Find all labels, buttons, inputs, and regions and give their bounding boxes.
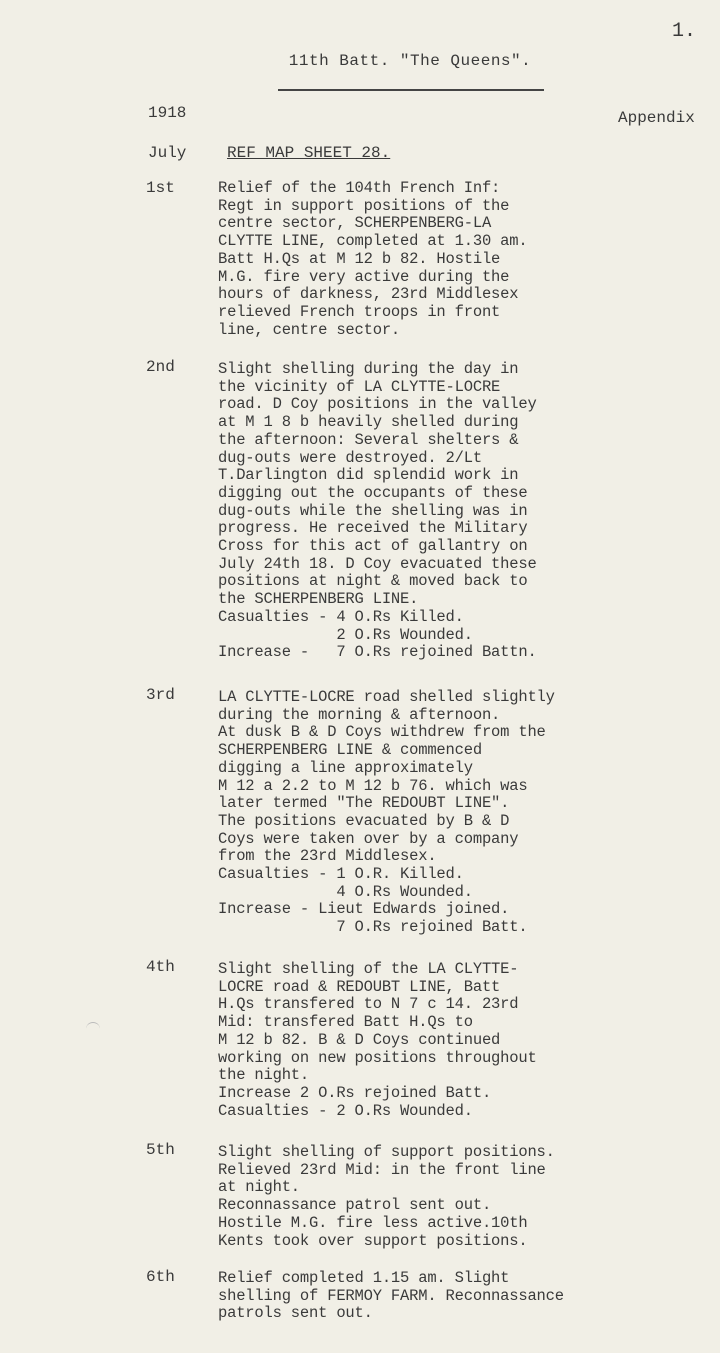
diary-entry: LA CLYTTE-LOCRE road shelled slightly during the morning & afternoon. At dusk B & D Coys withdrew from the SCHERPENBERG LINE & commenced digging a line approximately M 12 a 2.2 to M 12 b 76. which was later termed "The REDOUBT LINE". The positions evacuated by B & D Coys were taken over by a company from the 23rd Middlesex. Casualties - 1 O.R. Killed. 4 O.Rs Wounded. Increase - Lieut Edwards joined. 7 O.Rs rejoined Batt. bbox=[218, 688, 555, 937]
title-underline bbox=[278, 89, 544, 91]
page-number: 1. bbox=[672, 20, 697, 43]
paper-mark bbox=[86, 1022, 100, 1031]
year-label: 1918 bbox=[148, 104, 187, 122]
month-label: July bbox=[148, 144, 187, 162]
diary-entry: Relief completed 1.15 am. Slight shelling of FERMOY FARM. Reconnassance patrols sent out. bbox=[218, 1269, 564, 1323]
day-label: 5th bbox=[146, 1141, 175, 1159]
day-label: 1st bbox=[146, 179, 175, 197]
day-label: 6th bbox=[146, 1268, 175, 1286]
diary-entry: Slight shelling of support positions. Relieved 23rd Mid: in the front line at night. Reconnassance patrol sent out. Hostile M.G. fire less active.10th Kents took over support positions. bbox=[218, 1143, 555, 1250]
day-label: 4th bbox=[146, 958, 175, 976]
diary-entry: Slight shelling during the day in the vicinity of LA CLYTTE-LOCRE road. D Coy positions in the valley at M 1 8 b heavily shelled during the afternoon: Several shelters & dug-outs were destroyed. 2/Lt T.Darlington did splendid work in digging out the occupants of these dug-outs while the shelling was in progress. He received the Military Cross for this act of gallantry on July 24th 18. D Coy evacuated these positions at night & moved back to the SCHERPENBERG LINE. Casualties - 4 O.Rs Killed. 2 O.Rs Wounded. Increase - 7 O.Rs rejoined Battn. bbox=[218, 360, 537, 662]
document-title: 11th Batt. "The Queens". bbox=[288, 52, 532, 70]
diary-entry: Slight shelling of the LA CLYTTE- LOCRE road & REDOUBT LINE, Batt H.Qs transfered to N 7 c 14. 23rd Mid: transfered Batt H.Qs to M 12 b 82. B & D Coys continued working on new positions throughout the night. Increase 2 O.Rs rejoined Batt. Casualties - 2 O.Rs Wounded. bbox=[218, 960, 537, 1120]
day-label: 3rd bbox=[146, 686, 175, 704]
diary-entry: Relief of the 104th French Inf: Regt in support positions of the centre sector, SCHERPENBERG-LA CLYTTE LINE, completed at 1.30 am. Batt H.Qs at M 12 b 82. Hostile M.G. fire very active during the hours of darkness, 23rd Middlesex relieved French troops in front line, centre sector. bbox=[218, 179, 528, 339]
ref-map-heading: REF MAP SHEET 28. bbox=[227, 144, 391, 162]
appendix-label: Appendix bbox=[618, 109, 695, 127]
day-label: 2nd bbox=[146, 358, 175, 376]
